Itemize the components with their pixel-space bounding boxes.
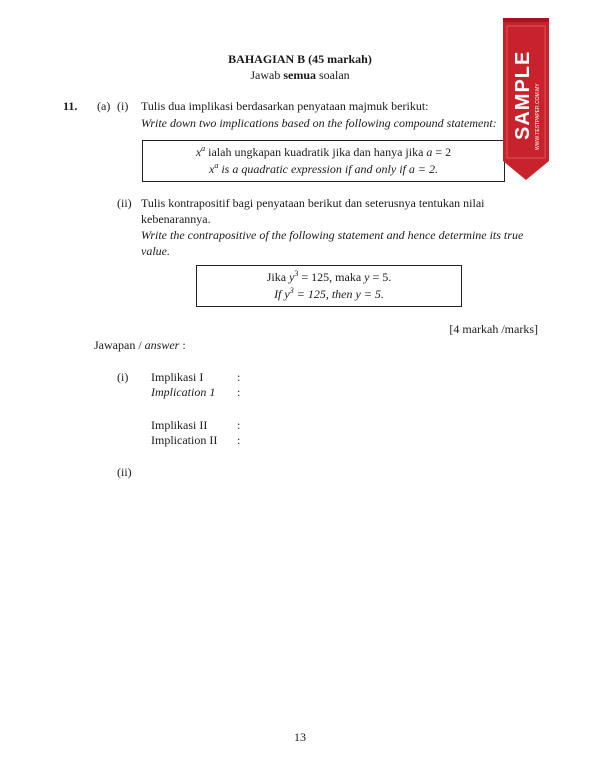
sample-watermark-ribbon (503, 18, 549, 180)
implication-1-malay-colon: : (237, 370, 241, 384)
implication-1-english-colon: : (237, 385, 241, 399)
compound-statement-box (142, 140, 505, 182)
implication-2-malay: Implikasi II (151, 418, 208, 432)
page-number: 13 (294, 730, 306, 744)
implication-2-malay-colon: : (237, 418, 241, 432)
sample-website: WWW.TESTPAPER.COM.MY (535, 83, 541, 150)
answer-part-i-label: (i) (117, 370, 129, 384)
conditional-statement-english: If $y^3 = 125$, then y = 5. (274, 286, 384, 301)
marks-label: [4 markah /marks] (449, 322, 538, 336)
answer-label: Jawapan / answer : (94, 338, 186, 352)
compound-statement-malay: $x^a$ ialah ungkapan kuadratik jika dan hanya jika a = 2 (195, 144, 452, 159)
question-1-malay: Tulis dua implikasi berdasarkan penyataan majmuk berikut: (141, 99, 429, 113)
implication-1-malay: Implikasi I (151, 370, 204, 384)
sub-ii-label: (ii) (117, 196, 132, 210)
section-title: BAHAGIAN B (45 markah) (228, 52, 372, 66)
compound-statement-english: $x^a$ is a quadratic expression if and only if a = 2. (209, 161, 438, 176)
question-2-english-line2: value. (141, 244, 170, 258)
question-1-english: Write down two implications based on the following compound statement: (141, 116, 497, 130)
conditional-statement-malay: Jika $y^3 = 125$, maka y = 5. (266, 269, 392, 284)
answer-part-ii-label: (ii) (117, 465, 132, 479)
question-number: 11. (63, 99, 78, 113)
implication-2-english-colon: : (237, 433, 241, 447)
sub-i-label: (i) (117, 99, 129, 113)
conditional-statement-box (196, 265, 462, 307)
question-2-malay-line2: kebenarannya. (141, 212, 211, 226)
instruction-prefix: Jawab (250, 68, 284, 82)
implication-2-english: Implication II (151, 433, 218, 447)
part-a-label: (a) (97, 99, 111, 113)
ribbon-shape (503, 18, 549, 180)
instruction-emphasis: semua (283, 68, 316, 82)
instruction-suffix: soalan (316, 68, 350, 82)
question-2-english-line1: Write the contrapositive of the following statement and hence determine its true (141, 228, 524, 242)
implication-1-english: Implication 1 (151, 385, 216, 399)
sample-text: SAMPLE (512, 50, 534, 140)
question-2-malay-line1: Tulis kontrapositif bagi penyataan berikut dan seterusnya tentukan nilai (141, 196, 485, 210)
